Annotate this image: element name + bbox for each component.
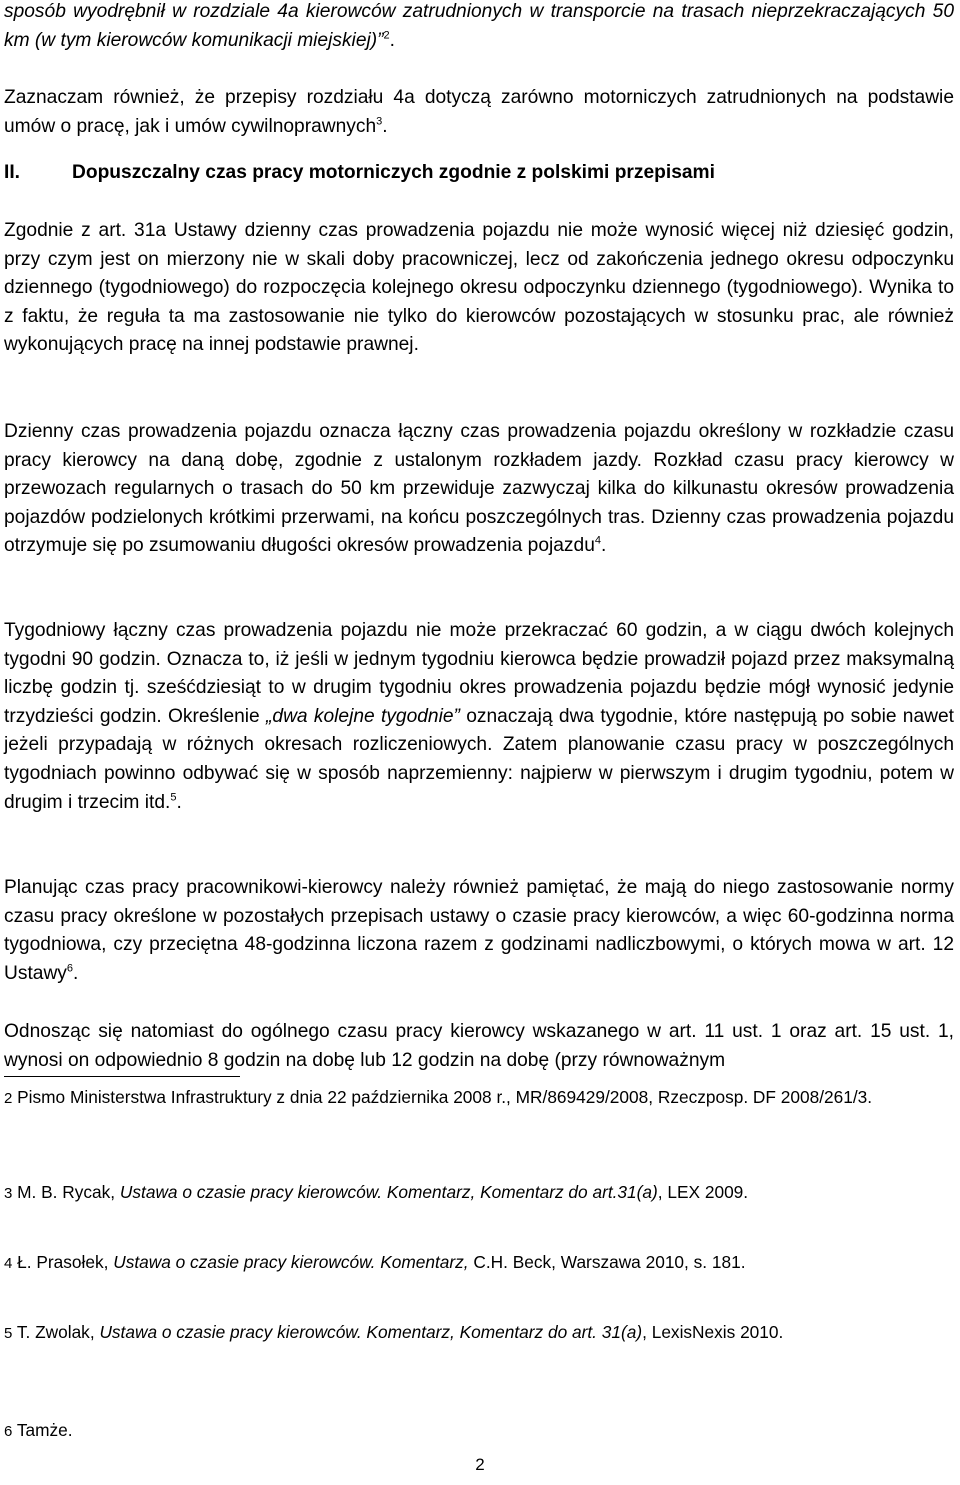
page-number: 2 <box>475 1455 485 1474</box>
paragraph-intro-continued: sposób wyodrębnił w rozdziale 4a kierowców zatrudnionych w transporcie na trasach nieprzekraczających 50 km (w tym kierowców komunikacji miejskiej)”$^2$. <box>4 1 954 51</box>
footnote-mark: 4 <box>4 1255 13 1272</box>
footnote-separator <box>4 1076 240 1077</box>
footnote-ref-5: 5 <box>170 791 177 804</box>
section-number: II. <box>4 162 20 183</box>
footnote-ref-3: 3 <box>376 115 383 128</box>
footnote-mark: 6 <box>4 1423 13 1440</box>
paragraph-general-time: Odnosząc się natomiast do ogólnego czasu pracy kierowcy wskazanego w art. 11 ust. 1 oraz art. 15 ust. 1, wynosi on odpowiednio 8 godzin na dobę lub 12 godzin na dobę (przy równoważnym <box>4 1021 954 1071</box>
paragraph-scope: Zaznaczam również, że przepisy rozdziału 4a dotyczą zarówno motorniczych zatrudnionych na podstawie umów o pracę, jak i umów cywilnoprawnych$^3$. <box>4 87 954 137</box>
footnote-3: 3 M. B. Rycak, Ustawa o czasie pracy kierowców. Komentarz, Komentarz do art.31(a), LEX 2009. <box>4 1182 749 1202</box>
footnote-4: 4 Ł. Prasołek, Ustawa o czasie pracy kierowców. Komentarz, C.H. Beck, Warszawa 2010, s. 181. <box>4 1252 746 1272</box>
footnote-mark: 2 <box>4 1090 13 1107</box>
footnote-2: 2 Pismo Ministerstwa Infrastruktury z dnia 22 października 2008 r., MR/869429/2008, Rzeczposp. DF 2008/261/3. <box>4 1087 873 1107</box>
footnote-ref-4: 4 <box>594 534 601 547</box>
footnote-6: 6 Tamże. <box>4 1420 73 1440</box>
paragraph-daily-driving: Zgodnie z art. 31a Ustawy dzienny czas prowadzenia pojazdu nie może wynosić więcej niż dziesięć godzin, przy czym jest on mierzony nie w skali doby pracowniczej, lecz od zakończenia jednego okresu odpoczynku dziennego (tygodniowego) do rozpoczęcia kolejnego okresu odpoczynku dziennego (tygodniowego). Wynika to z faktu, że reguła ta ma zastosowanie nie tylko do kierowców pozostających w stosunku prac, ale również wykonujących pracę na innej podstawie prawnej. <box>4 220 954 356</box>
footnote-ref-2: 2 <box>383 29 390 42</box>
footnote-ref-6: 6 <box>66 962 74 975</box>
section-heading <box>4 159 715 187</box>
footnote-mark: 5 <box>4 1325 13 1342</box>
paragraph-planning: Planując czas pracy pracownikowi-kierowcy należy również pamiętać, że mają do niego zastosowanie normy czasu pracy określone w pozostałych przepisach ustawy o czasie pracy kierowców, a więc 60-godzinna norma tygodniowa, czy przeciętna 48-godzinna liczona razem z godzinami nadliczbowymi, o których mowa w art. 12 Ustawy$^6$. <box>4 877 954 984</box>
paragraph-daily-definition: Dzienny czas prowadzenia pojazdu oznacza łączny czas prowadzenia pojazdu określony w rozkładzie czasu pracy kierowcy na daną dobę, zgodnie z ustalonym rozkładem jazdy. Rozkład czasu pracy kierowcy w przewozach regularnych o trasach do 50 km przewiduje zazwyczaj kilka do kilkunastu okresów prowadzenia pojazdów podzielonych krótkimi przerwami, na końcu poszczególnych tras. Dzienny czas prowadzenia pojazdu otrzymuje się po zsumowaniu długości okresów prowadzenia pojazdu$^4$. <box>4 421 954 557</box>
footnote-mark: 3 <box>4 1185 13 1202</box>
paragraph-weekly-driving: Tygodniowy łączny czas prowadzenia pojazdu nie może przekraczać 60 godzin, a w ciągu dwóch kolejnych tygodni 90 godzin. Oznacza to, iż jeśli w jednym tygodniu kierowca będzie prowadził pojazd przez maksymalną liczbę godzin tj. sześćdziesiąt to w drugim tygodniu okres prowadzenia pojazdu będzie mógł wynosić jedynie trzydzieści godzin. Określenie „dwa kolejne tygodnie” oznaczają dwa tygodnie, które następują po sobie nawet jeżeli przypadają w różnych okresach rozliczeniowych. Zatem planowanie czasu pracy w poszczególnych tygodniach powinno odbywać się w sposób naprzemienny: najpierw w pierwszym i drugim tygodniu, potem w drugim i trzecim itd.$^5$. <box>4 620 954 813</box>
section-title: Dopuszczalny czas pracy motorniczych zgodnie z polskimi przepisami <box>72 162 715 183</box>
footnote-5: 5 T. Zwolak, Ustawa o czasie pracy kierowców. Komentarz, Komentarz do art. 31(a), LexisNexis 2010. <box>4 1322 784 1342</box>
